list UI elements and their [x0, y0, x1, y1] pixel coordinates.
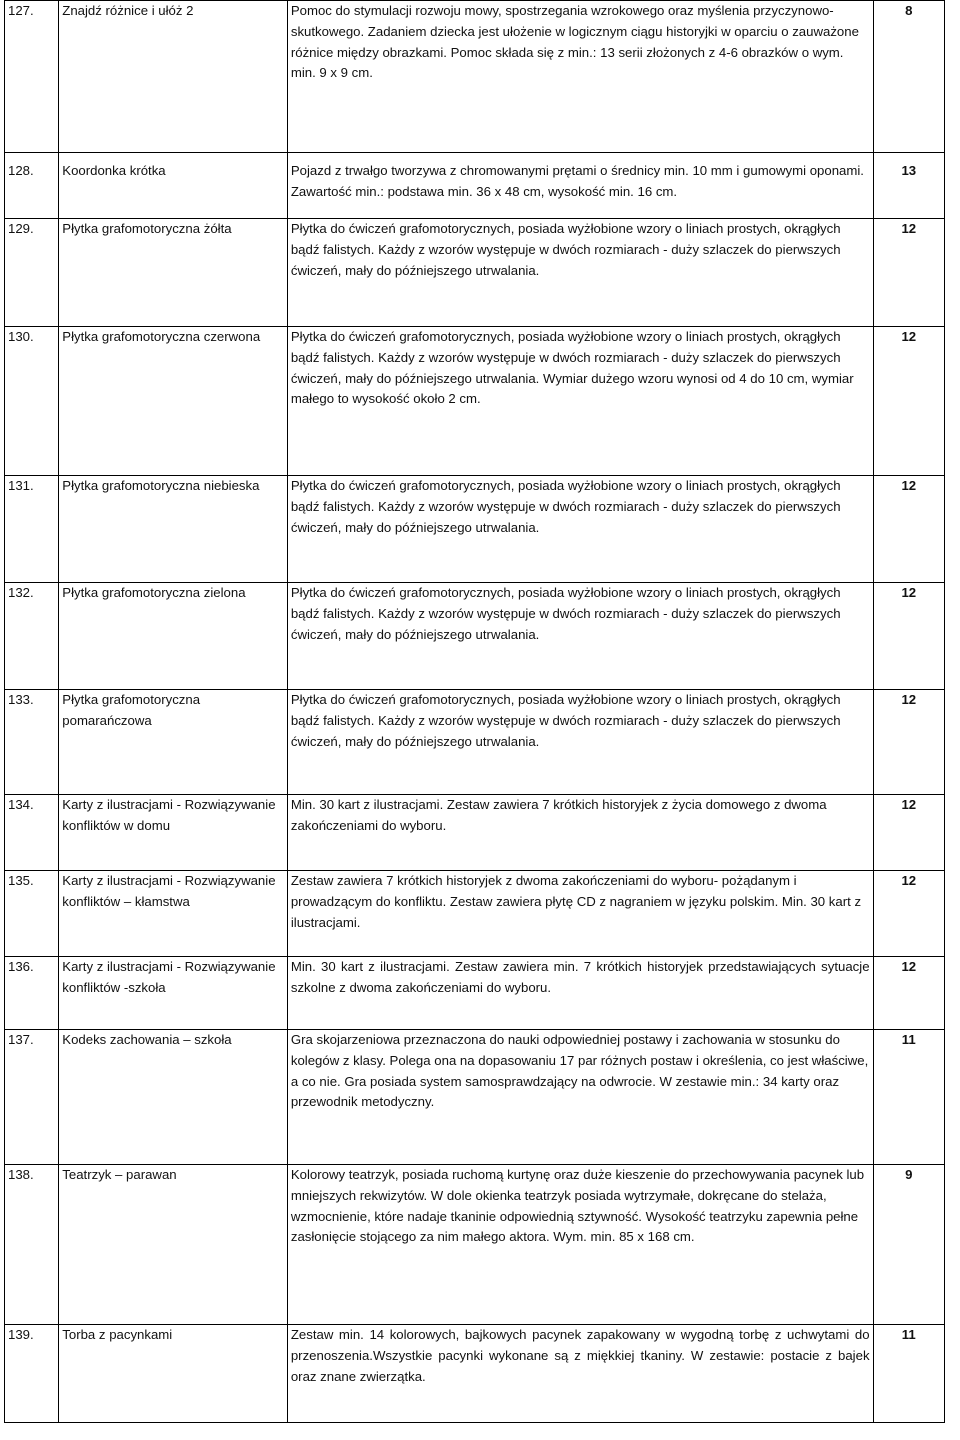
- item-description: Min. 30 kart z ilustracjami. Zestaw zawiera min. 7 krótkich historyjek przedstawiających sytuacje szkolne z dwoma zakończeniami do wyboru.: [287, 957, 873, 1030]
- item-quantity: 12: [873, 871, 944, 957]
- item-description: Płytka do ćwiczeń grafomotorycznych, posiada wyżłobione wzory o liniach prostych, okrągłych bądź falistych. Każdy z wzorów występuje w dwóch rozmiarach - duży szlaczek do pierwszych ćwiczeń, mały do późniejszego utrwalania. Wymiar dużego wzoru wynosi od 4 do 10 cm, wymiar małego to wysokość około 2 cm.: [287, 327, 873, 476]
- item-name: Płytka grafomotoryczna czerwona: [59, 327, 288, 476]
- table-row: [5, 871, 945, 957]
- item-description: Płytka do ćwiczeń grafomotorycznych, posiada wyżłobione wzory o liniach prostych, okrągłych bądź falistych. Każdy z wzorów występuje w dwóch rozmiarach - duży szlaczek do pierwszych ćwiczeń, mały do późniejszego utrwalania.: [287, 583, 873, 690]
- item-quantity: 12: [873, 327, 944, 476]
- item-name: Koordonka krótka: [59, 153, 288, 219]
- row-number: 129.: [5, 219, 59, 327]
- item-description: Płytka do ćwiczeń grafomotorycznych, posiada wyżłobione wzory o liniach prostych, okrągłych bądź falistych. Każdy z wzorów występuje w dwóch rozmiarach - duży szlaczek do pierwszych ćwiczeń, mały do późniejszego utrwalania.: [287, 219, 873, 327]
- item-description: Płytka do ćwiczeń grafomotorycznych, posiada wyżłobione wzory o liniach prostych, okrągłych bądź falistych. Każdy z wzorów występuje w dwóch rozmiarach - duży szlaczek do pierwszych ćwiczeń, mały do późniejszego utrwalania.: [287, 690, 873, 795]
- table-row: [5, 583, 945, 690]
- item-name: Płytka grafomotoryczna żółta: [59, 219, 288, 327]
- item-name: Karty z ilustracjami - Rozwiązywanie konfliktów -szkoła: [59, 957, 288, 1030]
- row-number: 128.: [5, 153, 59, 219]
- item-description: Gra skojarzeniowa przeznaczona do nauki odpowiedniej postawy i zachowania w stosunku do kolegów z klasy. Polega ona na dopasowaniu 17 par różnych postaw i określenia, co jest właściwe, a co nie. Gra posiada system samosprawdzający na odwrocie. W zestawie min.: 34 karty oraz przewodnik metodyczny.: [287, 1030, 873, 1165]
- row-number: 138.: [5, 1165, 59, 1325]
- item-name: Torba z pacynkami: [59, 1325, 288, 1423]
- table-row: [5, 153, 945, 219]
- item-quantity: 11: [873, 1030, 944, 1165]
- item-quantity: 12: [873, 690, 944, 795]
- row-number: 136.: [5, 957, 59, 1030]
- item-name: Karty z ilustracjami - Rozwiązywanie konfliktów – kłamstwa: [59, 871, 288, 957]
- item-description: Zestaw min. 14 kolorowych, bajkowych pacynek zapakowany w wygodną torbę z uchwytami do przenoszenia.Wszystkie pacynki wykonane są z miękkiej tkaniny. W zestawie: postacie z bajek oraz znane zwierzątka.: [287, 1325, 873, 1423]
- table-row: [5, 1, 945, 153]
- item-quantity: 12: [873, 219, 944, 327]
- item-description: Min. 30 kart z ilustracjami. Zestaw zawiera 7 krótkich historyjek z życia domowego z dwoma zakończeniami do wyboru.: [287, 795, 873, 871]
- item-name: Karty z ilustracjami - Rozwiązywanie konfliktów w domu: [59, 795, 288, 871]
- table-row: [5, 476, 945, 583]
- row-number: 130.: [5, 327, 59, 476]
- item-quantity: 12: [873, 795, 944, 871]
- row-number: 127.: [5, 1, 59, 153]
- table-row: [5, 690, 945, 795]
- item-quantity: 9: [873, 1165, 944, 1325]
- table-row: [5, 957, 945, 1030]
- item-quantity: 11: [873, 1325, 944, 1423]
- item-quantity: 13: [873, 153, 944, 219]
- row-number: 132.: [5, 583, 59, 690]
- item-quantity: 12: [873, 583, 944, 690]
- item-description: Pomoc do stymulacji rozwoju mowy, spostrzegania wzrokowego oraz myślenia przyczynowo-skutkowego. Zadaniem dziecka jest ułożenie w logicznym ciągu historyjki w oparciu o zauważone różnice między obrazkami. Pomoc składa się z min.: 13 serii złożonych z 4-6 obrazków o wym. min. 9 x 9 cm.: [287, 1, 873, 153]
- row-number: 139.: [5, 1325, 59, 1423]
- item-description: Pojazd z trwałgo tworzywa z chromowanymi prętami o średnicy min. 10 mm i gumowymi oponami. Zawartość min.: podstawa min. 36 x 48 cm, wysokość min. 16 cm.: [287, 153, 873, 219]
- table-row: [5, 1165, 945, 1325]
- item-name: Kodeks zachowania – szkoła: [59, 1030, 288, 1165]
- item-name: Płytka grafomotoryczna niebieska: [59, 476, 288, 583]
- item-name: Znajdź różnice i ułóż 2: [59, 1, 288, 153]
- row-number: 131.: [5, 476, 59, 583]
- row-number: 137.: [5, 1030, 59, 1165]
- table-row: [5, 327, 945, 476]
- table-row: [5, 795, 945, 871]
- item-quantity: 8: [873, 1, 944, 153]
- item-name: Płytka grafomotoryczna pomarańczowa: [59, 690, 288, 795]
- row-number: 133.: [5, 690, 59, 795]
- table-row: [5, 1325, 945, 1423]
- item-name: Płytka grafomotoryczna zielona: [59, 583, 288, 690]
- item-quantity: 12: [873, 476, 944, 583]
- item-description: Zestaw zawiera 7 krótkich historyjek z dwoma zakończeniami do wyboru- pożądanym i prowadzącym do konfliktu. Zestaw zawiera płytę CD z nagraniem w języku polskim. Min. 30 kart z ilustracjami.: [287, 871, 873, 957]
- item-description: Kolorowy teatrzyk, posiada ruchomą kurtynę oraz duże kieszenie do przechowywania pacynek lub mniejszych rekwizytów. W dole okienka teatrzyk posiada wytrzymałe, dokręcane do stelaża, wzmocnienie, które nadaje tkaninie odpowiednią sztywność. Wysokość teatrzyku zapewnia pełne zasłonięcie stojącego za nim małego aktora. Wym. min. 85 x 168 cm.: [287, 1165, 873, 1325]
- row-number: 135.: [5, 871, 59, 957]
- item-description: Płytka do ćwiczeń grafomotorycznych, posiada wyżłobione wzory o liniach prostych, okrągłych bądź falistych. Każdy z wzorów występuje w dwóch rozmiarach - duży szlaczek do pierwszych ćwiczeń, mały do późniejszego utrwalania.: [287, 476, 873, 583]
- product-specification-table: [4, 0, 945, 1423]
- item-name: Teatrzyk – parawan: [59, 1165, 288, 1325]
- table-row: [5, 219, 945, 327]
- table-row: [5, 1030, 945, 1165]
- item-quantity: 12: [873, 957, 944, 1030]
- row-number: 134.: [5, 795, 59, 871]
